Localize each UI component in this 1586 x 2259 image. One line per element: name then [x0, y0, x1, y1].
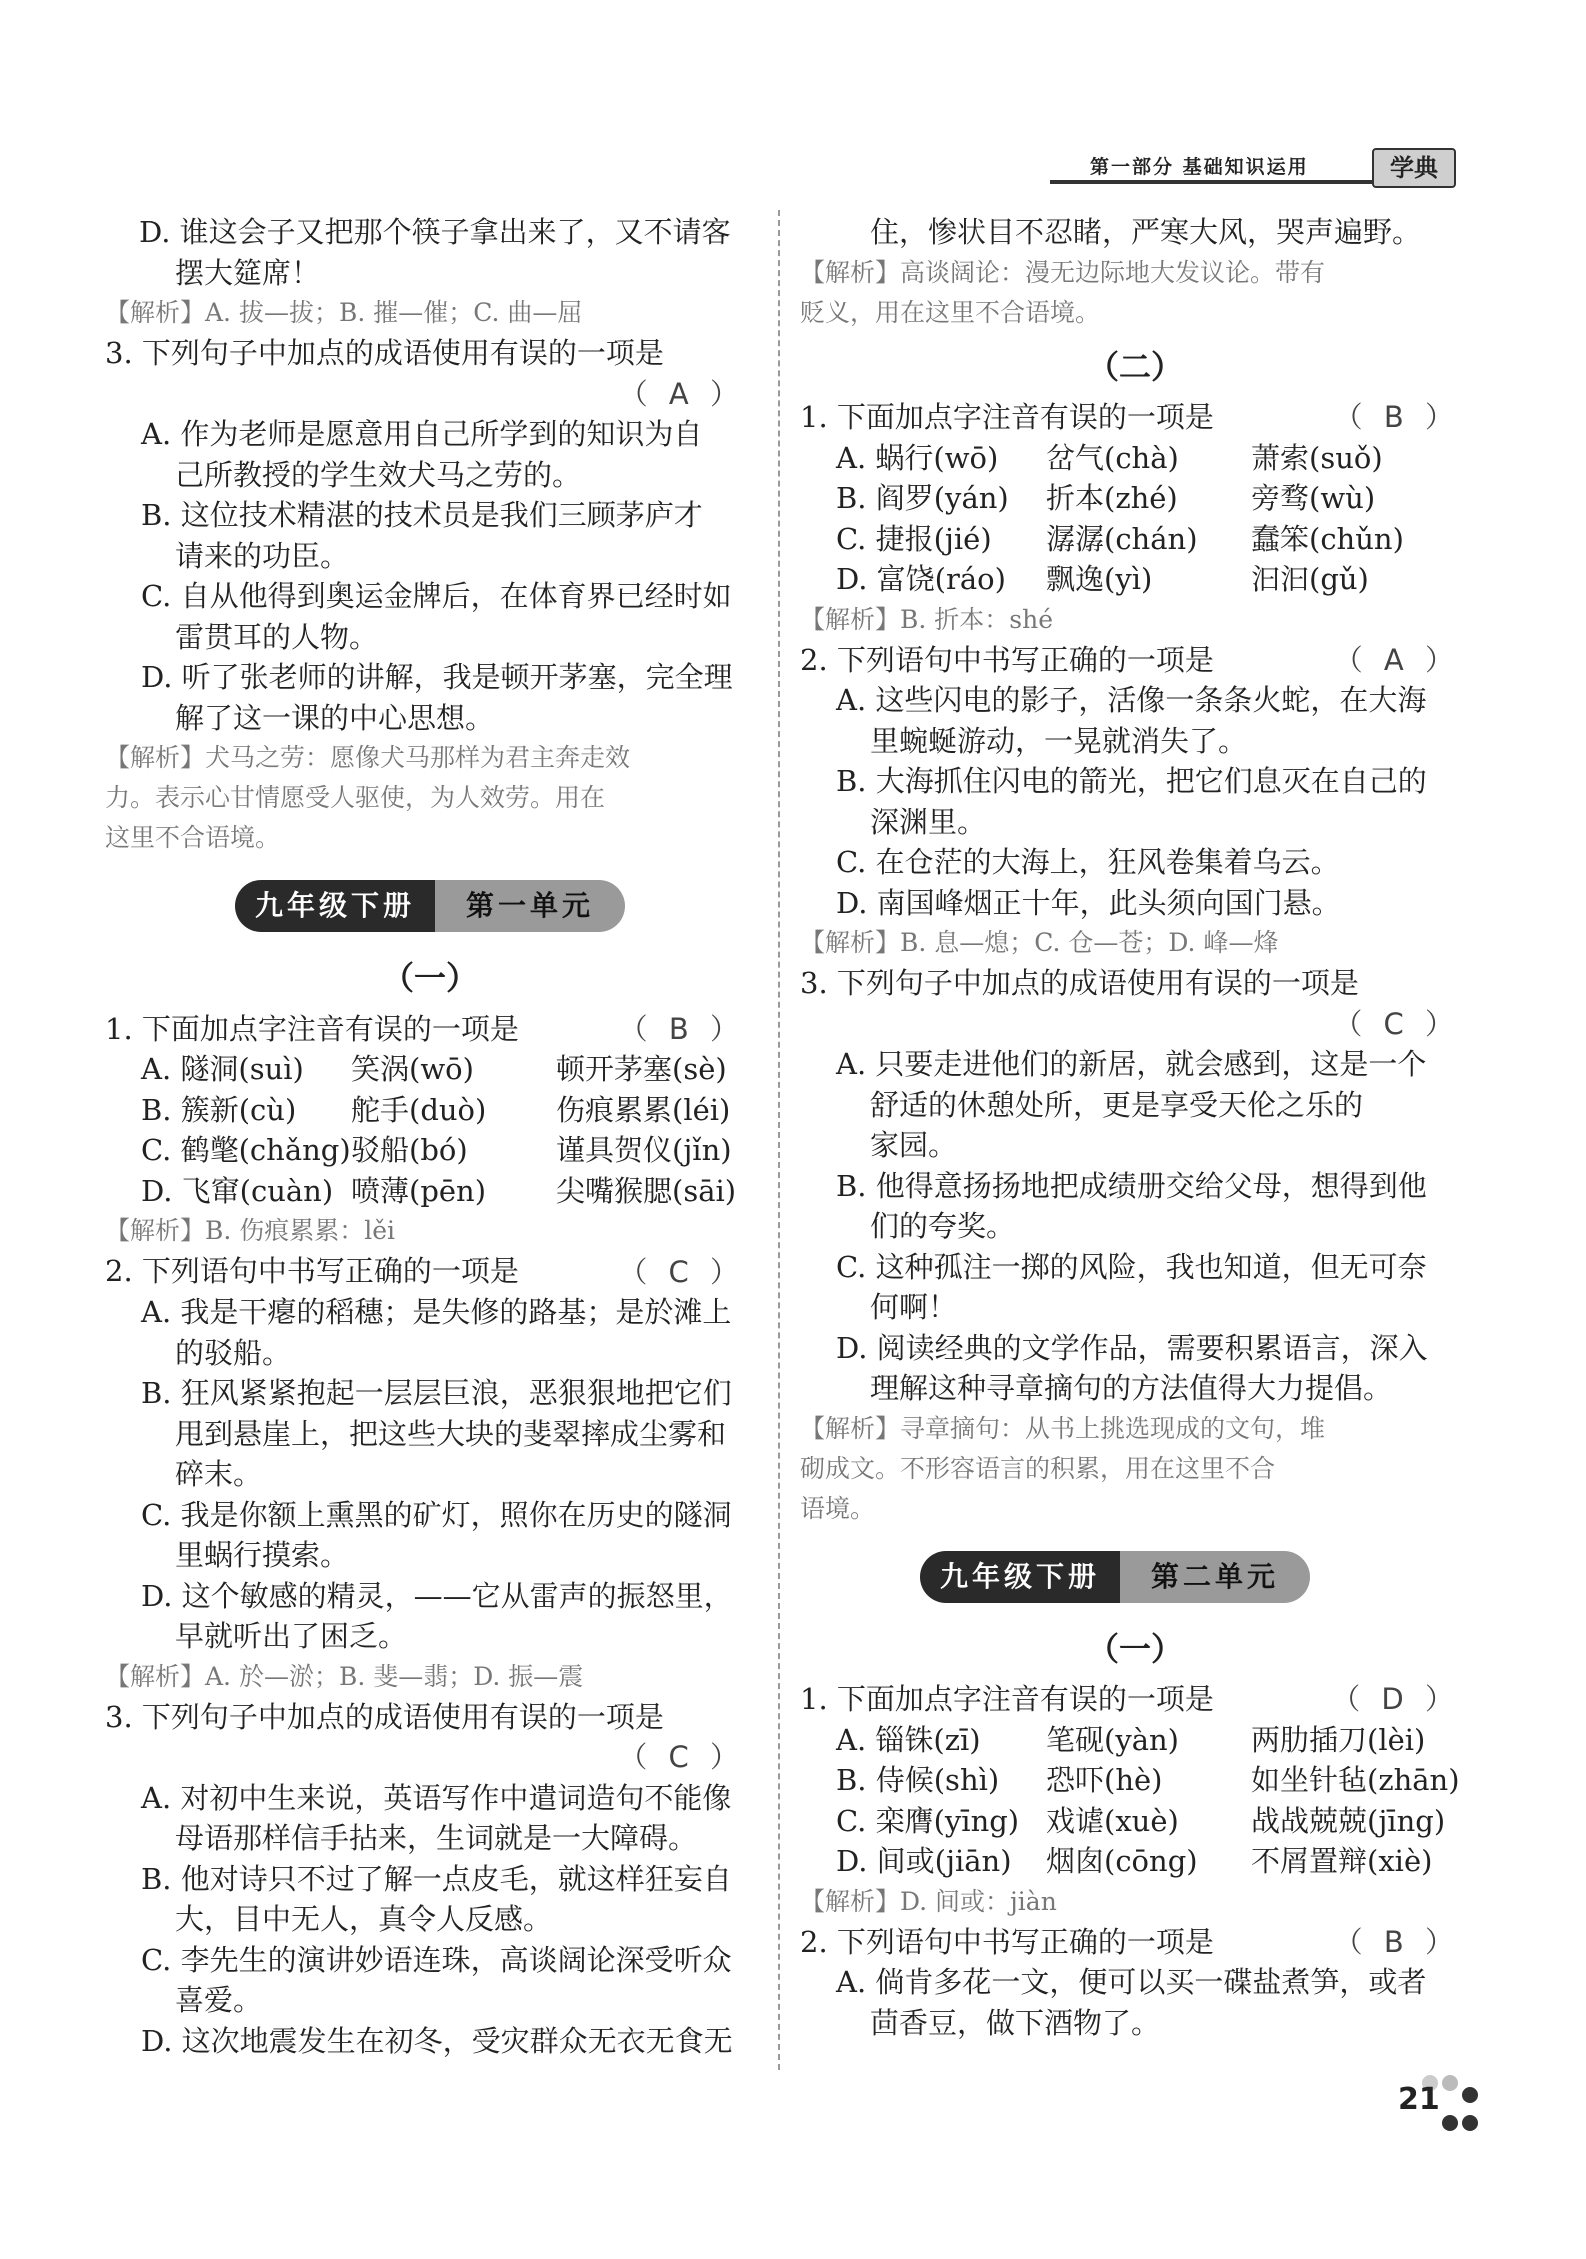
option-b: B. 这位技术精湛的技术员是我们三顾茅庐才 — [141, 498, 703, 532]
option-c-cont: 雷贯耳的人物。 — [175, 619, 379, 654]
option-cell: 谨具贺仪(jǐn) — [556, 1133, 732, 1167]
option-cell: 折本(zhé) — [1046, 481, 1178, 515]
explanation: 【解析】高谈阔论：漫无边际地大发议论。带有 — [800, 257, 1326, 287]
pinyin-row — [800, 519, 1470, 560]
brand-logo: 学典 — [1372, 148, 1456, 188]
question-2 — [800, 640, 1470, 681]
option-cell: A. 锱铢(zī) — [836, 1722, 981, 1757]
explanation: 【解析】D. 间或：jiàn — [800, 1886, 1057, 1916]
banner-unit: 第二单元 — [1120, 1551, 1310, 1603]
answer: （ B ） — [1333, 400, 1460, 434]
option-cell: 萧索(suǒ) — [1251, 440, 1383, 475]
unit-banner — [800, 1545, 1470, 1615]
option-cell: C. 捷报(jié) — [836, 521, 992, 556]
option-a: A. 倘肯多花一文，便可以买一碟盐煮笋，或者 — [836, 1965, 1427, 1999]
option-a: A. 这些闪电的影子，活像一条条火蛇，在大海 — [836, 683, 1427, 717]
option-b: B. 他对诗只不过了解一点皮毛，就这样狂妄自 — [141, 1861, 732, 1896]
banner-unit: 第一单元 — [435, 880, 625, 932]
option-d-cont: 摆大筵席！ — [175, 255, 321, 290]
banner-grade: 九年级下册 — [235, 880, 435, 932]
pinyin-row — [105, 1090, 755, 1131]
explanation: 【解析】B. 伤痕累累：lěi — [105, 1216, 396, 1245]
question-text: 2. 下列语句中书写正确的一项是 — [800, 642, 1214, 677]
pinyin-row — [800, 478, 1470, 519]
option-c: C. 李先生的演讲妙语连珠，高谈阔论深受听众 — [141, 1942, 732, 1977]
option-a: A. 对初中生来说，英语写作中遣词造句不能像 — [141, 1780, 732, 1815]
answer: （ D ） — [1331, 1682, 1460, 1716]
dot — [1442, 2075, 1458, 2091]
option-cell: 伤痕累累(léi) — [556, 1092, 731, 1127]
option-a-cont: 舒适的休憩处所，更是享受天伦之乐的 — [870, 1087, 1364, 1122]
option-cell: 恐吓(hè) — [1046, 1763, 1163, 1797]
option-cell: 尖嘴猴腮(sāi) — [556, 1173, 737, 1208]
option-cell: A. 蜗行(wō) — [836, 440, 999, 475]
option-cell: 笑涡(wō) — [351, 1052, 474, 1086]
option-cell: 驳船(bó) — [351, 1133, 468, 1167]
option-cell: C. 栾膺(yīng) — [836, 1803, 1020, 1838]
option-d: D. 听了张老师的讲解，我是顿开茅塞，完全理 — [141, 660, 733, 694]
header-section: 第一部分 基础知识运用 — [1090, 156, 1309, 178]
right-column — [800, 212, 1470, 2043]
column-divider — [778, 210, 780, 2070]
option-b-cont: 请来的功臣。 — [175, 538, 350, 573]
option-b-cont: 甩到悬崖上，把这些大块的斐翠摔成尘雾和 — [175, 1416, 727, 1451]
option-cell: B. 簇新(cù) — [141, 1092, 297, 1127]
option-a-cont: 的驳船。 — [175, 1335, 292, 1370]
pinyin-row — [800, 1760, 1470, 1801]
option-cell: 战战兢兢(jīng) — [1251, 1803, 1446, 1838]
option-d: D. 南国峰烟正十年，此头须向国门悬。 — [836, 885, 1341, 920]
left-column — [105, 212, 755, 2061]
option-cell: 喷薄(pēn) — [351, 1173, 487, 1208]
option-b: B. 大海抓住闪电的箭光，把它们息灭在自己的 — [836, 764, 1427, 798]
question-text: 1. 下面加点字注音有误的一项是 — [105, 1011, 519, 1046]
dot — [1442, 2115, 1458, 2131]
pinyin-row — [800, 559, 1470, 600]
answer: （ C ） — [618, 1254, 745, 1289]
answer: （ B ） — [618, 1011, 745, 1046]
banner-grade: 九年级下册 — [920, 1551, 1120, 1603]
option-cell: 顿开茅塞(sè) — [556, 1052, 727, 1086]
explanation: 【解析】犬马之劳：愿像犬马那样为君主奔走效 — [105, 743, 631, 772]
option-cell: 潺潺(chán) — [1046, 521, 1198, 556]
option-c: C. 自从他得到奥运金牌后，在体育界已经时如 — [141, 579, 732, 613]
option-a-cont: 母语那样信手拈来，生词就是一大障碍。 — [175, 1821, 698, 1855]
option-d-cont: 住，惨状目不忍睹，严寒大风，哭声遍野。 — [870, 215, 1422, 249]
question-3: 3. 下列句子中加点的成语使用有误的一项是 — [105, 1699, 664, 1734]
option-cell: 烟囱(cōng) — [1046, 1844, 1198, 1878]
option-d: D. 这次地震发生在初冬，受灾群众无衣无食无 — [141, 2023, 733, 2058]
option-cell: 不屑置辩(xiè) — [1251, 1844, 1433, 1878]
option-cell: 蠢笨(chǔn) — [1251, 521, 1404, 556]
option-c: C. 我是你额上熏黑的矿灯，照你在历史的隧洞 — [141, 1497, 732, 1532]
explanation-cont: 砌成文。不形容语言的积累，用在这里不合 — [800, 1453, 1276, 1483]
option-cell: D. 飞窜(cuàn) — [141, 1173, 334, 1208]
option-cell: B. 侍候(shì) — [836, 1763, 1000, 1797]
option-cell: D. 间或(jiān) — [836, 1844, 1012, 1878]
answer: （ C ） — [1333, 1006, 1460, 1041]
option-c: C. 这种孤注一掷的风险，我也知道，但无可奈 — [836, 1249, 1427, 1284]
option-d: D. 阅读经典的文学作品，需要积累语言，深入 — [836, 1330, 1428, 1365]
explanation-cont: 这里不合语境。 — [105, 823, 281, 852]
option-cell: 汩汩(gǔ) — [1251, 562, 1369, 596]
explanation-cont: 力。表示心甘情愿受人驱使，为人效劳。用在 — [105, 783, 606, 812]
pinyin-row — [800, 1841, 1470, 1882]
option-cell: 戏谑(xuè) — [1046, 1803, 1179, 1838]
page-number: 21 — [1398, 2082, 1440, 2117]
section-title: （一） — [381, 959, 478, 997]
option-cell: 旁骛(wù) — [1251, 481, 1376, 515]
pinyin-row — [105, 1171, 755, 1212]
option-a: A. 只要走进他们的新居，就会感到，这是一个 — [836, 1047, 1427, 1081]
explanation-cont: 贬义，用在这里不合语境。 — [800, 297, 1101, 327]
option-a-cont: 茴香豆，做下酒物了。 — [870, 2005, 1161, 2040]
header-rule — [1050, 180, 1396, 184]
dot — [1462, 2087, 1478, 2103]
option-cell: 舵手(duò) — [351, 1092, 487, 1127]
option-cell: 岔气(chà) — [1046, 440, 1179, 475]
option-b-cont: 深渊里。 — [870, 804, 987, 839]
option-cell: 笔砚(yàn) — [1046, 1722, 1179, 1757]
question-1 — [105, 1009, 755, 1050]
option-a: A. 我是干瘪的稻穗；是失修的路基；是於滩上 — [141, 1295, 732, 1329]
option-c-cont: 喜爱。 — [175, 1983, 263, 2017]
option-b: B. 狂风紧紧抱起一层层巨浪，恶狠狠地把它们 — [141, 1376, 732, 1410]
option-b-cont: 们的夸奖。 — [870, 1209, 1016, 1243]
option-b: B. 他得意扬扬地把成绩册交给父母，想得到他 — [836, 1168, 1427, 1203]
question-text: 1. 下面加点字注音有误的一项是 — [800, 400, 1214, 434]
option-c: C. 在仓茫的大海上，狂风卷集着乌云。 — [836, 845, 1340, 879]
option-cell: C. 鹤氅(chǎng) — [141, 1133, 351, 1167]
option-a-cont: 家园。 — [870, 1128, 958, 1162]
option-c-cont: 里蜗行摸索。 — [175, 1538, 350, 1572]
option-cell: A. 隧洞(suì) — [141, 1052, 304, 1086]
option-b-cont: 碎末。 — [175, 1457, 263, 1491]
answer: （ B ） — [1333, 1924, 1460, 1959]
question-3: 3. 下列句子中加点的成语使用有误的一项是 — [105, 336, 664, 370]
dot — [1462, 2115, 1478, 2131]
explanation: 【解析】寻章摘句：从书上挑选现成的文句，堆 — [800, 1413, 1326, 1443]
explanation: 【解析】A. 於—淤；B. 斐—翡；D. 振—震 — [105, 1661, 584, 1691]
pinyin-row — [800, 438, 1470, 479]
answer: （ A ） — [618, 376, 745, 411]
unit-banner — [105, 874, 755, 944]
explanation: 【解析】B. 折本：shé — [800, 604, 1053, 634]
option-cell: 两肋插刀(lèi) — [1251, 1722, 1426, 1757]
answer: （ C ） — [618, 1740, 745, 1774]
answer: （ A ） — [1333, 642, 1460, 677]
explanation: 【解析】A. 拔—拔；B. 摧—催；C. 曲—屈 — [105, 298, 583, 327]
pinyin-row — [105, 1130, 755, 1171]
option-a-cont: 里蜿蜒游动，一晃就消失了。 — [870, 723, 1248, 758]
question-1 — [800, 1679, 1470, 1720]
option-cell: 飘逸(yì) — [1046, 562, 1153, 596]
option-cell: D. 富饶(ráo) — [836, 562, 1006, 596]
question-text: 1. 下面加点字注音有误的一项是 — [800, 1682, 1214, 1716]
option-a-cont: 己所教授的学生效犬马之劳的。 — [175, 457, 582, 492]
option-d-cont: 早就听出了困乏。 — [175, 1619, 408, 1653]
question-3: 3. 下列句子中加点的成语使用有误的一项是 — [800, 966, 1359, 1000]
page-header — [1050, 148, 1456, 188]
option-cell: B. 阎罗(yán) — [836, 481, 1009, 515]
option-d: D. 这个敏感的精灵，——它从雷声的振怒里， — [141, 1578, 733, 1613]
option-a: A. 作为老师是愿意用自己所学到的知识为自 — [141, 417, 703, 451]
question-text: 2. 下列语句中书写正确的一项是 — [800, 1924, 1214, 1959]
question-2 — [800, 1922, 1470, 1963]
option-d-cont: 解了这一课的中心思想。 — [175, 700, 495, 735]
explanation-cont: 语境。 — [800, 1493, 876, 1523]
pinyin-row — [105, 1049, 755, 1090]
section-title: （一） — [1086, 1629, 1183, 1668]
option-d-cont: 理解这种寻章摘句的方法值得大力提倡。 — [870, 1371, 1393, 1405]
option-b-cont: 大，目中无人，真令人反感。 — [175, 1902, 553, 1936]
option-c-cont: 何啊！ — [870, 1290, 958, 1324]
pinyin-row — [800, 1720, 1470, 1761]
explanation: 【解析】B. 息—熄；C. 仓—苍；D. 峰—烽 — [800, 928, 1279, 957]
question-2: 2. 下列语句中书写正确的一项是 — [105, 1254, 519, 1288]
option-cell: 如坐针毡(zhān) — [1251, 1763, 1460, 1797]
section-title: （二） — [1086, 347, 1183, 386]
option-d: D. 谁这会子又把那个筷子拿出来了，又不请客 — [139, 215, 731, 249]
pinyin-row — [800, 1801, 1470, 1842]
question-1 — [800, 397, 1470, 438]
